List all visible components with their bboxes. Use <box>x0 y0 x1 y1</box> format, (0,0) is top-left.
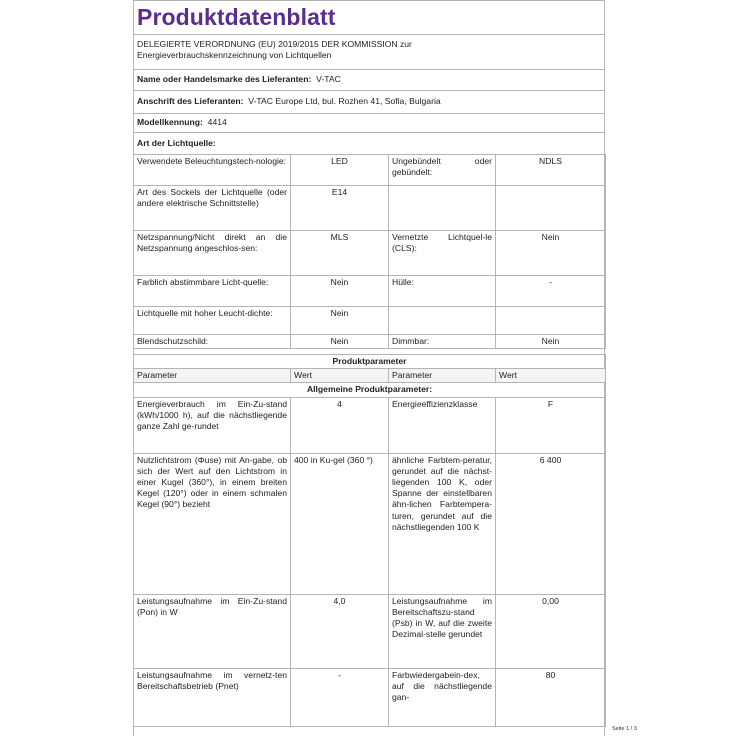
address-row <box>137 96 441 107</box>
row-label: Netzspannung/Nicht direkt an die Netzspannung angeschlos-sen: <box>134 231 291 276</box>
row-label: Energieeffizienzklasse <box>389 397 496 453</box>
page-number: Seite 1 / 3 <box>612 726 637 732</box>
row-value: 80 <box>496 668 606 726</box>
row-label: Verwendete Beleuchtungstech-nologie: <box>134 155 291 186</box>
row-value: F <box>496 397 606 453</box>
divider <box>133 69 605 70</box>
row-value: NDLS <box>496 155 606 186</box>
row-value: - <box>291 668 389 726</box>
row-label: Nutzlichtstrom (Φuse) mit An-gabe, ob sich der Wert auf den Lichtstrom in einer Kugel (360°), in einem breiten Kegel (120°) oder in einem schmalen Kegel (90°) bezieht <box>134 453 291 594</box>
supplier-row <box>137 74 341 85</box>
table-row <box>134 276 606 307</box>
light-source-type-heading: Art der Lichtquelle: <box>137 138 216 148</box>
row-label: Leistungsaufnahme im Ein-Zu-stand (Pon) in W <box>134 594 291 668</box>
regulation-line-1: DELEGIERTE VERORDNUNG (EU) 2019/2015 DER KOMMISSION zur <box>137 39 412 49</box>
row-value: MLS <box>291 231 389 276</box>
datasheet-page <box>133 0 605 736</box>
row-value: Nein <box>496 231 606 276</box>
supplier-value: V-TAC <box>316 74 341 84</box>
row-value <box>496 186 606 231</box>
row-value: Nein <box>291 307 389 335</box>
address-value: V-TAC Europe Ltd, bul. Rozhen 41, Sofia, Bulgaria <box>248 96 441 106</box>
row-value: 400 in Ku-gel (360 °) <box>291 453 389 594</box>
table-row <box>134 335 606 349</box>
model-row <box>137 117 227 128</box>
row-label: Dimmbar: <box>389 335 496 349</box>
row-value: LED <box>291 155 389 186</box>
table-row <box>134 383 606 397</box>
row-label: Energieverbrauch im Ein-Zu-stand (kWh/1000 h), auf die nächstliegende ganze Zahl ge-rundet <box>134 397 291 453</box>
row-value: 4,0 <box>291 594 389 668</box>
row-value: - <box>496 276 606 307</box>
light-source-type-table <box>133 154 606 349</box>
table-row <box>134 668 606 726</box>
table-row <box>134 397 606 453</box>
column-header: Parameter <box>389 369 496 383</box>
row-label <box>389 186 496 231</box>
column-header: Wert <box>291 369 389 383</box>
row-label: Blendschutzschild: <box>134 335 291 349</box>
row-label: Leistungsaufnahme im vernetz-ten Bereitschaftsbetrieb (Pnet) <box>134 668 291 726</box>
row-value: Nein <box>291 276 389 307</box>
address-label: Anschrift des Lieferanten: <box>137 96 244 106</box>
row-label: ähnliche Farbtem-peratur, gerundet auf die nächst-liegenden 100 K, oder Spanne der einstellbaren ähn-lichen Farbtempera-turen, gerundet auf die nächstliegenden 100 K <box>389 453 496 594</box>
row-value: 6 400 <box>496 453 606 594</box>
product-parameters-table <box>133 354 606 727</box>
supplier-label: Name oder Handelsmarke des Lieferanten: <box>137 74 312 84</box>
divider <box>133 113 605 114</box>
row-value: Nein <box>496 335 606 349</box>
row-label: Hülle: <box>389 276 496 307</box>
row-label: Leistungsaufnahme im Bereitschaftszu-stand (Psb) in W, auf die zweite Dezimal-stelle gerundet <box>389 594 496 668</box>
row-value: 0,00 <box>496 594 606 668</box>
regulation-line-2: Energieverbrauchskennzeichnung von Lichtquellen <box>137 50 332 60</box>
table-row <box>134 231 606 276</box>
row-value: E14 <box>291 186 389 231</box>
table-row <box>134 594 606 668</box>
row-label: Vernetzte Lichtquel-le (CLS): <box>389 231 496 276</box>
table-row <box>134 453 606 594</box>
column-header: Wert <box>496 369 606 383</box>
table-row <box>134 155 606 186</box>
model-value: 4414 <box>207 117 227 127</box>
row-label: Ungebündelt oder gebündelt: <box>389 155 496 186</box>
model-label: Modellkennung: <box>137 117 203 127</box>
table-row <box>134 307 606 335</box>
general-parameters-heading: Allgemeine Produktparameter: <box>134 383 606 397</box>
row-label: Lichtquelle mit hoher Leucht-dichte: <box>134 307 291 335</box>
divider <box>133 132 605 133</box>
row-label: Farblich abstimmbare Licht-quelle: <box>134 276 291 307</box>
table-row <box>134 355 606 369</box>
row-label: Art des Sockels der Lichtquelle (oder andere elektrische Schnittstelle) <box>134 186 291 231</box>
divider <box>133 34 605 35</box>
divider <box>133 90 605 91</box>
column-header: Parameter <box>134 369 291 383</box>
page-title: Produktdatenblatt <box>137 4 336 30</box>
frame-top <box>133 0 605 1</box>
table-header-row <box>134 369 606 383</box>
row-value: Nein <box>291 335 389 349</box>
row-value <box>496 307 606 335</box>
row-label: Farbwiedergabein-dex, auf die nächstliegende gan- <box>389 668 496 726</box>
row-value: 4 <box>291 397 389 453</box>
parameters-heading: Produktparameter <box>134 355 606 369</box>
row-label <box>389 307 496 335</box>
table-row <box>134 186 606 231</box>
